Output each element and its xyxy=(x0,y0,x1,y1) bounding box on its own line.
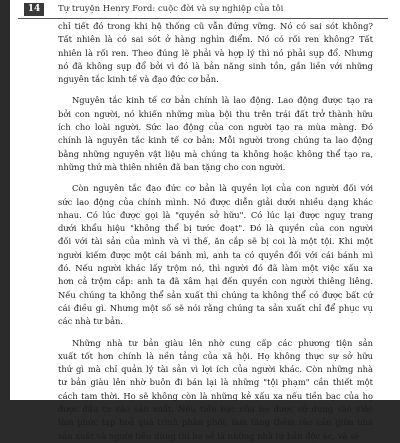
header-rule xyxy=(18,18,388,19)
paragraph-line: Còn nguyên tắc đạo đức cơ bản là quyền lợi của con người đối với xyxy=(72,183,373,194)
paragraph-line: bởi con người, nó khiến những mùa bội thu trên trái đất trở thành hữu xyxy=(58,108,373,119)
paragraph-line: chính là nguyên tắc kinh tế cơ bản: Mỗi người trong chúng ta lao động xyxy=(58,135,373,146)
paragraph-line: cái điều gì. Nhưng một số sẽ nói rằng chúng ta sản xuất chỉ để phục vụ xyxy=(58,302,373,313)
paragraph-line: nhiên là rối ren. Theo đúng lẽ phải và hợp lý thì nó phải sụp đổ. Nhưng xyxy=(58,47,373,58)
paragraph-line: thứ gì mà chỉ quản lý tài sản vì lợi ích của người khác. Còn những nhà xyxy=(58,364,373,375)
paragraph-line: tư bản giàu lên nhờ buôn đi bán lại là những "tội phạm" cần thiết một xyxy=(58,377,373,388)
running-head: Tự truyện Henry Ford: cuộc đời và sự nghiệp của tôi xyxy=(58,4,284,14)
paragraph xyxy=(58,337,373,443)
paragraph-gap xyxy=(58,329,373,337)
paragraph xyxy=(58,20,373,86)
paragraph-line: cách tạm thời. Họ sẽ không còn là những kẻ xấu xa nếu tiền bạc của họ xyxy=(58,390,373,401)
paragraph-gap xyxy=(58,174,373,182)
paragraph-line: nhau. Có lúc được gọi là "quyền sở hữu". Có lúc lại được nguỵ trang xyxy=(58,209,373,220)
paragraph-line: sức lao động của chính mình. Nó được diễn giải dưới nhiều dạng khác xyxy=(58,196,373,207)
paragraph-line: sản xuất và người tiêu dùng thì họ sẽ là những nhà tư bản độc ác, và sẽ xyxy=(58,430,360,441)
paragraph-line: Nguyên tắc kinh tế cơ bản chính là lao động. Lao động được tạo ra xyxy=(72,95,373,106)
paragraph-line: xuất tốt hơn chính là nền tảng của xã hội. Họ không thực sự sở hữu xyxy=(58,350,373,361)
paragraph-line: nguyên tắc kinh tế và đạo đức cơ bản. xyxy=(58,74,219,85)
paragraph-line: Những nhà tư bản giàu lên nhờ cung cấp các phương tiện sản xyxy=(72,337,373,348)
book-page xyxy=(10,0,400,441)
paragraph-line: Tất nhiên là có sai sót ở hàng nghìn điểm. Nó có rối ren không? Tất xyxy=(58,34,373,45)
paragraph-line: dưới khẩu hiệu "không thể bị tước đoạt". Đó là quyền của con người xyxy=(58,223,373,234)
paragraph-line: chỉ tiết đó trong khi hệ thống cũ vẫn đứng vững. Nó có sai sót không? xyxy=(58,21,373,31)
paragraph-line: người kiếm được một cái bánh mì, anh ta có quyền đối với cái bánh mì xyxy=(58,249,373,260)
paragraph-gap xyxy=(58,86,373,94)
paragraph-line: được đầu tư vào sản xuất. Nếu tiền bạc của họ được sử dụng vào việc xyxy=(58,404,373,415)
paragraph-line: các nhà tư bản. xyxy=(58,316,124,327)
paragraph-line: đó. Nếu người khác lấy trộm nó, thì người đó đã làm một việc xấu xa xyxy=(58,263,373,274)
page-header xyxy=(10,0,400,18)
paragraph-line: hơn cả trộm cắp: anh ta đã xâm hại đến quyền con người thiêng liêng. xyxy=(58,276,373,287)
paragraph xyxy=(58,94,373,174)
paragraph-line: Nếu chúng ta không thể sản xuất thì chúng ta không thể có được bất cứ xyxy=(58,289,373,300)
paragraph-line: ích cho loài người. Sức lao động của con người tạo ra mùa màng. Đó xyxy=(58,122,373,133)
paragraph-line: nó đã không sụp đổ bởi vì đó là bản năng sinh tồn, gắn liền với những xyxy=(58,60,373,71)
paragraph-line: đối với tài sản của mình và vì thế, ăn cắp sẽ bị coi là một tội. Khi một xyxy=(58,236,373,247)
page-number: 14 xyxy=(24,3,44,16)
paragraph-line: những thứ mà thiên nhiên đã ban tặng cho con người. xyxy=(58,161,286,172)
page-body xyxy=(58,20,373,443)
paragraph-line: làm phức tạp hoá quá trình phân phối, làm tăng thêm rào cản giữa nhà xyxy=(58,417,373,428)
paragraph xyxy=(58,182,373,328)
paragraph-line: bằng những nguyên vật liệu mà chúng ta không hoặc không thể tạo ra, xyxy=(58,148,373,159)
